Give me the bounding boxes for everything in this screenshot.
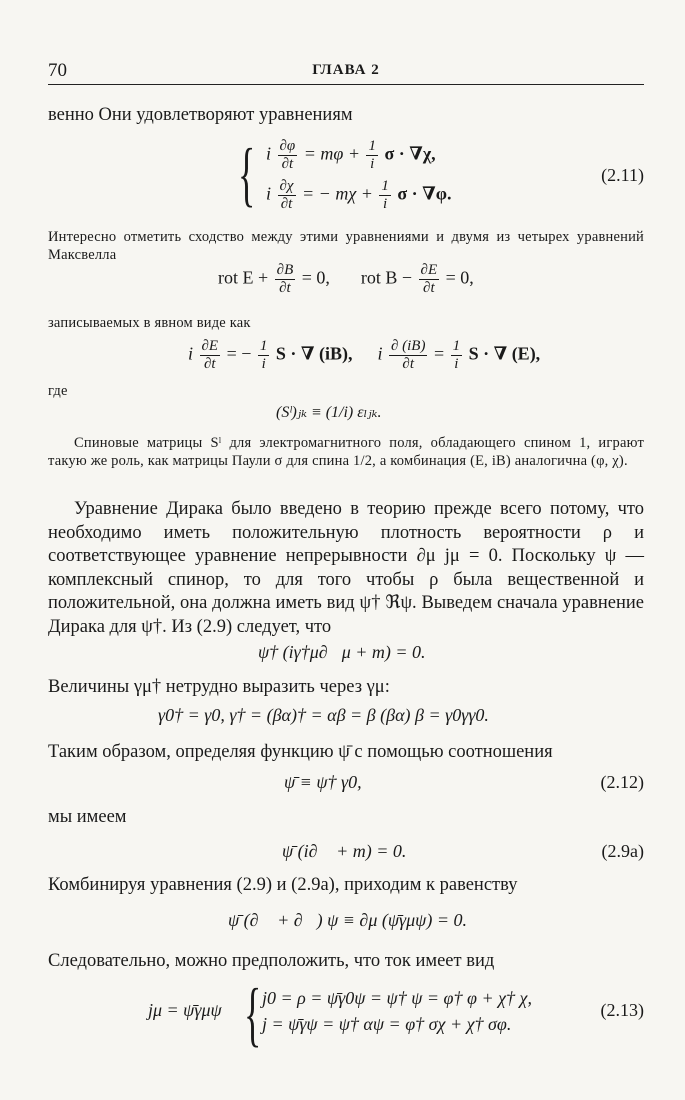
paragraph-8: Таким образом, определяя функцию ψ̄ с помощью соотношения (48, 742, 553, 762)
page-number: 70 (48, 60, 67, 81)
paragraph-3: записываемых в явном виде как (48, 315, 251, 331)
equation-2-9a: ψ̄ (i∂⃖ + m) = 0. (282, 841, 407, 861)
paragraph-11: Следовательно, можно предположить, что ток имеет вид (48, 951, 495, 971)
paragraph-4: где (48, 383, 68, 399)
page-header (48, 60, 644, 84)
equation-2-11-line-2: i $\frac{\partial\chi}{\partial t}$ = − mχ + $\frac{1}{i}$ σ · ∇φ. (266, 178, 452, 212)
header-rule (48, 84, 644, 85)
equation-2-11-line-1: i $\frac{\partial\varphi}{\partial t}$ = mφ + $\frac{1}{i}$ σ · ∇χ, (266, 138, 436, 172)
equation-number-2-11: (2.11) (601, 165, 644, 185)
equation-2-13-line-2: j = ψ̄γψ = ψ† αψ = φ† σχ + χ† σφ. (262, 1014, 512, 1034)
equation-psi-dagger: ψ† (iγ†μ∂⃖μ + m) = 0. (258, 642, 426, 662)
chapter-title: ГЛАВА 2 (312, 62, 380, 78)
equation-maxwell: rot E + $\frac{\partial B}{\partial t}$ = 0, rot B − $\frac{\partial E}{\partial t}$ = 0, (218, 262, 474, 296)
equation-number-2-9a: (2.9a) (601, 841, 644, 861)
paragraph-1: венно Они удовлетворяют уравнениям (48, 105, 353, 125)
equation-combination: ψ̄ (∂⃖ + ∂⃗) ψ ≡ ∂μ (ψ̄γμψ) = 0. (228, 910, 467, 930)
equation-2-12: ψ̄ ≡ ψ† γ0, (284, 772, 362, 792)
equation-spin-matrix: (Sˡ)ⱼₖ ≡ (1/i) εₗⱼₖ. (276, 404, 382, 421)
book-page (48, 0, 644, 1100)
equation-gamma-relations: γ0† = γ0, γ† = (βα)† = αβ = β (βα) β = γ0γγ0. (158, 705, 489, 725)
paragraph-2: Интересно отметить сходство между этими уравнениями и двумя из четырех уравнений Максвелла (48, 229, 644, 263)
paragraph-9: мы имеем (48, 807, 127, 827)
equation-2-13-lhs: jμ = ψ̄γμψ (148, 1000, 222, 1020)
paragraph-6: Уравнение Дирака было введено в теорию прежде всего потому, что необходимо иметь положительную плотность вероятности ρ и соответствующее уравнение непрерывности ∂μ jμ = 0. Поскольку ψ — комплексный спинор, то для того чтобы ρ была вещественной и положительной, она должна иметь вид ψ† ℜψ. Выведем сначала уравнение Дирака для ψ†. Из (2.9) следует, что (48, 499, 644, 637)
equation-explicit: i $\frac{\partial E}{\partial t}$ = − $\frac{1}{i}$ S · ∇ (iB), i $\frac{\partial (iB)}{\partial t}$ = $\frac{1}{i}$ S · ∇ (E), (188, 338, 541, 372)
equation-number-2-12: (2.12) (600, 772, 644, 792)
equation-2-13-line-1: j0 = ρ = ψ̄γ0ψ = ψ† ψ = φ† φ + χ† χ, (262, 988, 532, 1008)
left-brace: { (238, 134, 256, 214)
paragraph-5-note: Спиновые матрицы Sˡ для электромагнитного поля, обладающего спином 1, играют такую же роль, как матрицы Паули σ для спина 1/2, а комбинация (E, iB) аналогична (φ, χ). (48, 435, 644, 469)
paragraph-10: Комбинируя уравнения (2.9) и (2.9а), приходим к равенству (48, 875, 518, 895)
left-brace-2: { (244, 974, 262, 1054)
equation-number-2-13: (2.13) (600, 1000, 644, 1020)
paragraph-7: Величины γμ† нетрудно выразить через γμ: (48, 677, 390, 697)
